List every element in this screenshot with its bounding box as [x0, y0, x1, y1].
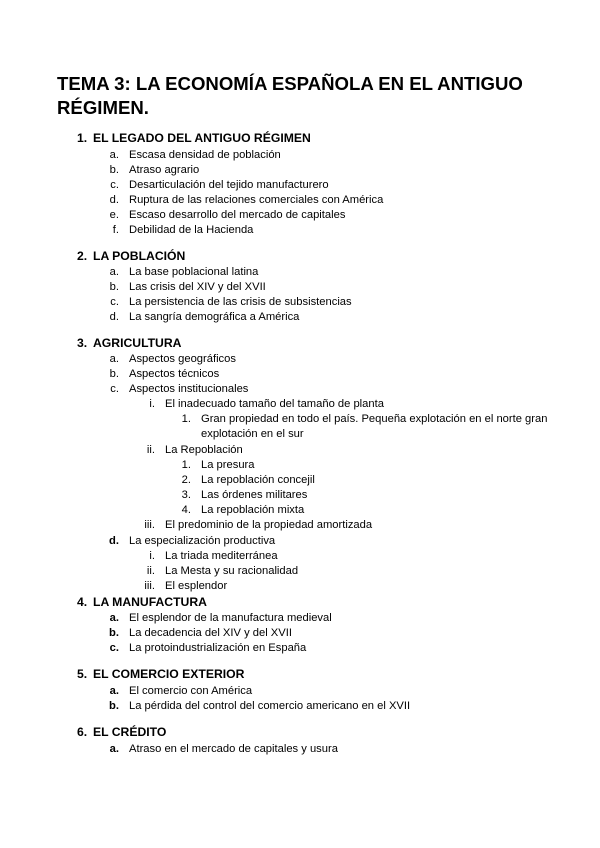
list-marker: i. — [149, 398, 155, 410]
list-marker: 2. — [181, 474, 191, 486]
list-marker: c. — [110, 383, 119, 395]
list-marker: a. — [109, 685, 119, 697]
section-number: 1. — [77, 131, 88, 145]
list-item — [109, 163, 200, 178]
list-item — [109, 367, 220, 382]
list-item-text: La pérdida del control del comercio americano en el XVII — [129, 700, 411, 712]
list-marker: 1. — [181, 413, 191, 425]
list-marker: a. — [109, 149, 119, 161]
section-title: EL COMERCIO EXTERIOR — [93, 667, 245, 681]
list-item — [146, 443, 243, 458]
list-item-text: Aspectos institucionales — [129, 383, 249, 395]
list-marker: 3. — [181, 489, 191, 501]
list-item-text: La repoblación mixta — [201, 504, 305, 516]
list-marker: f. — [112, 224, 119, 236]
list-item-text: La presura — [201, 459, 255, 471]
list-marker: a. — [109, 612, 119, 624]
list-item-text: Debilidad de la Hacienda — [129, 224, 254, 236]
list-item-text: La sangría demográfica a América — [129, 311, 300, 323]
list-item — [146, 564, 299, 579]
list-marker: d. — [109, 194, 119, 206]
list-marker: c. — [110, 179, 119, 191]
list-item-text: La Mesta y su racionalidad — [165, 565, 299, 577]
section-number: 6. — [77, 725, 88, 739]
list-marker: iii. — [144, 519, 155, 531]
list-item — [109, 193, 384, 208]
section-title: AGRICULTURA — [93, 336, 182, 350]
list-item — [109, 611, 332, 626]
list-marker: c. — [109, 642, 119, 654]
list-item-text: La especialización productiva — [129, 535, 276, 547]
list-marker: b. — [109, 627, 119, 639]
list-marker: ii. — [146, 565, 155, 577]
list-item — [109, 641, 307, 656]
list-item-text: Escaso desarrollo del mercado de capitales — [129, 209, 346, 221]
list-item — [109, 265, 259, 280]
list-item — [181, 473, 315, 488]
list-item — [149, 549, 278, 564]
list-item — [110, 295, 352, 310]
section-title: EL LEGADO DEL ANTIGUO RÉGIMEN — [93, 131, 311, 145]
list-item — [109, 699, 411, 714]
list-marker: b. — [109, 164, 119, 176]
list-item — [110, 178, 329, 193]
list-item-text: La triada mediterránea — [165, 550, 278, 562]
section-title: EL CRÉDITO — [93, 725, 167, 739]
list-marker: a. — [109, 266, 119, 278]
list-marker: ii. — [146, 444, 155, 456]
list-item — [109, 626, 292, 641]
list-marker: iii. — [144, 580, 155, 592]
list-item-text: Atraso agrario — [129, 164, 200, 176]
list-item-text: La base poblacional latina — [129, 266, 259, 278]
section-title: LA MANUFACTURA — [93, 595, 207, 609]
list-item-text: La persistencia de las crisis de subsistencias — [129, 296, 352, 308]
list-item-text: El esplendor de la manufactura medieval — [129, 612, 332, 624]
list-marker: a. — [109, 743, 119, 755]
list-item-text: Desarticulación del tejido manufacturero — [129, 179, 329, 191]
list-item — [109, 148, 281, 163]
list-item — [110, 382, 249, 397]
list-item — [144, 518, 373, 533]
list-marker: a. — [109, 353, 119, 365]
list-item-text: Las crisis del XIV y del XVII — [129, 281, 266, 293]
list-item-text: El esplendor — [165, 580, 228, 592]
list-item-text: Aspectos técnicos — [129, 368, 220, 380]
list-marker: c. — [110, 296, 119, 308]
list-item — [109, 208, 346, 223]
list-item-text: Ruptura de las relaciones comerciales con América — [129, 194, 384, 206]
list-item — [144, 579, 228, 594]
list-item-text: Aspectos geográficos — [129, 353, 236, 365]
list-item — [181, 488, 308, 503]
section-number: 5. — [77, 667, 88, 681]
list-marker: d. — [109, 311, 119, 323]
list-item-text: El comercio con América — [129, 685, 253, 697]
list-marker: b. — [109, 281, 119, 293]
list-item — [109, 742, 338, 757]
list-item-text: Las órdenes militares — [201, 489, 308, 501]
list-marker: e. — [109, 209, 119, 221]
list-marker: b. — [109, 368, 119, 380]
list-item — [181, 458, 255, 473]
section-number: 3. — [77, 336, 88, 350]
list-item-text: La protoindustrialización en España — [129, 642, 307, 654]
document-title: TEMA 3: LA ECONOMÍA ESPAÑOLA EN EL ANTIGUO RÉGIMEN. — [57, 73, 523, 118]
section-number: 2. — [77, 249, 88, 263]
list-marker: 4. — [181, 504, 191, 516]
list-item-text: El inadecuado tamaño del tamaño de planta — [165, 398, 384, 410]
list-item — [181, 503, 305, 518]
list-item — [181, 412, 551, 442]
list-item — [109, 280, 266, 295]
list-item — [149, 397, 384, 412]
list-item-text: La Repoblación — [165, 444, 243, 456]
list-item — [109, 352, 236, 367]
list-item — [112, 223, 254, 238]
list-item — [109, 310, 300, 325]
list-item-text: Gran propiedad en todo el país. Pequeña explotación en el norte gran explotación en el sur — [201, 413, 548, 440]
section-number: 4. — [77, 595, 88, 609]
list-item-text: El predominio de la propiedad amortizada — [165, 519, 373, 531]
section-title: LA POBLACIÓN — [93, 249, 186, 263]
list-item-text: Escasa densidad de población — [129, 149, 281, 161]
list-marker: 1. — [181, 459, 191, 471]
list-marker: d. — [109, 535, 119, 547]
list-item — [109, 684, 253, 699]
list-marker: i. — [149, 550, 155, 562]
list-item-text: Atraso en el mercado de capitales y usura — [129, 743, 338, 755]
list-item — [109, 534, 276, 549]
list-marker: b. — [109, 700, 119, 712]
list-item-text: La decadencia del XIV y del XVII — [129, 627, 292, 639]
list-item-text: La repoblación concejil — [201, 474, 315, 486]
